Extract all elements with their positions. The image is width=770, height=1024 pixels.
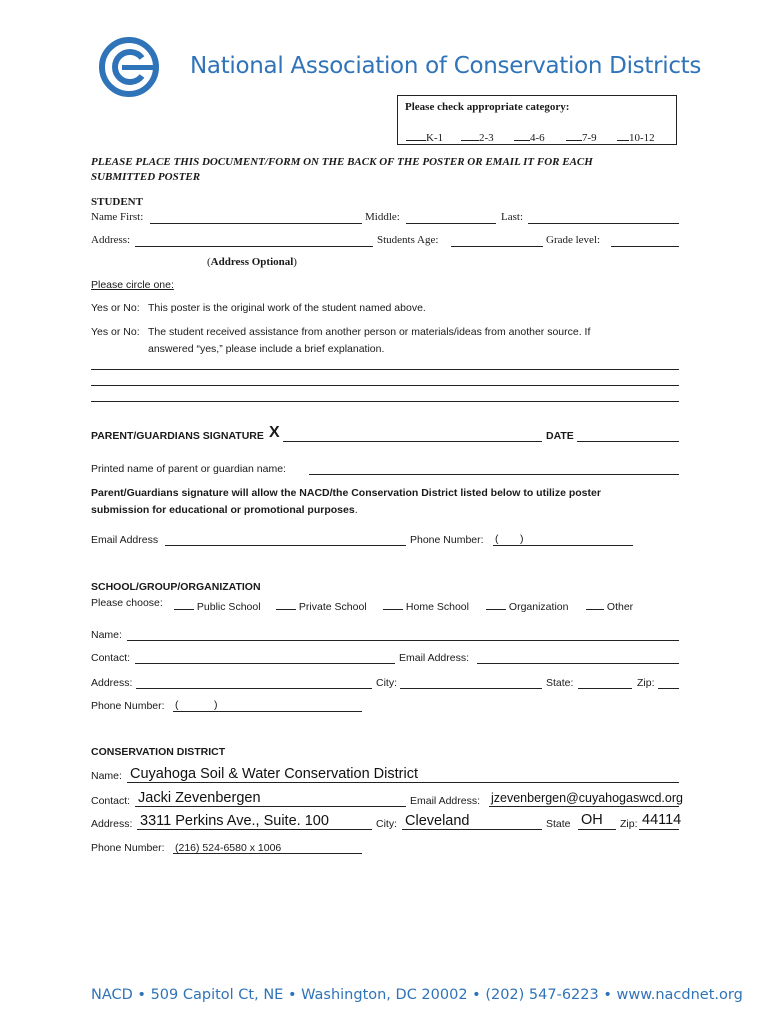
- guardian-signature-label: PARENT/GUARDIANS SIGNATURE: [91, 430, 264, 442]
- student-name-first-label: Name First:: [91, 211, 144, 223]
- consent-line2-text: submission for educational or promotional purposes: [91, 504, 355, 516]
- guardian-signature-field[interactable]: [283, 441, 542, 442]
- district-zip-value[interactable]: 44114: [642, 812, 682, 828]
- student-age-label: Students Age:: [377, 234, 439, 246]
- q1-text: This poster is the original work of the student named above.: [148, 302, 426, 314]
- district-phone-label: Phone Number:: [91, 842, 165, 854]
- school-contact-label: Contact:: [91, 652, 131, 664]
- address-note-text: Address Optional: [210, 256, 294, 268]
- district-phone-value[interactable]: (216) 524-6580 x 1006: [175, 842, 282, 854]
- q1-prefix[interactable]: Yes or No:: [91, 302, 140, 314]
- category-title: Please check appropriate category:: [405, 101, 570, 113]
- school-phone-paren-open: (: [175, 699, 179, 711]
- printed-name-field[interactable]: [309, 474, 679, 475]
- guardian-date-field[interactable]: [577, 441, 679, 442]
- q2-text-line1: The student received assistance from another person or materials/ideas from another source. If: [148, 326, 591, 338]
- district-contact-value[interactable]: Jacki Zevenbergen: [138, 790, 261, 806]
- explanation-line-2[interactable]: [91, 385, 679, 386]
- school-heading: SCHOOL/GROUP/ORGANIZATION: [91, 581, 261, 593]
- school-address-label: Address:: [91, 677, 133, 689]
- school-email-label: Email Address:: [399, 652, 470, 664]
- consent-line2: [91, 504, 358, 516]
- school-zip-field[interactable]: [658, 688, 679, 689]
- student-address-label: Address:: [91, 234, 131, 246]
- student-middle-field[interactable]: [406, 223, 496, 224]
- district-zip-label: Zip:: [620, 818, 638, 830]
- guardian-email-label: Email Address: [91, 534, 159, 546]
- student-middle-label: Middle:: [365, 211, 400, 223]
- student-last-label: Last:: [501, 211, 523, 223]
- student-grade-field[interactable]: [611, 246, 679, 247]
- instruction-line2: SUBMITTED POSTER: [91, 171, 201, 183]
- school-state-field[interactable]: [578, 688, 632, 689]
- school-phone-paren-close: ): [214, 699, 218, 711]
- district-contact-underline: [135, 806, 406, 807]
- school-contact-field[interactable]: [135, 663, 395, 664]
- district-name-value[interactable]: Cuyahoga Soil & Water Conservation District: [130, 766, 418, 782]
- org-name: National Association of Conservation Districts: [190, 53, 702, 79]
- district-address-underline: [137, 829, 372, 830]
- student-last-field[interactable]: [528, 223, 679, 224]
- school-choice-public[interactable]: Public School: [174, 597, 261, 613]
- district-email-underline: [489, 806, 679, 807]
- footer-contact: NACD • 509 Capitol Ct, NE • Washington, DC 20002 • (202) 547-6223 • www.nacdnet.org: [91, 987, 743, 1003]
- district-city-value[interactable]: Cleveland: [405, 813, 470, 829]
- district-city-label: City:: [376, 818, 397, 830]
- category-option-k1[interactable]: K-1: [406, 128, 443, 144]
- guardian-phone-field[interactable]: [493, 545, 633, 546]
- consent-period: .: [354, 504, 358, 516]
- district-heading: CONSERVATION DISTRICT: [91, 746, 226, 758]
- guardian-email-field[interactable]: [165, 545, 406, 546]
- student-grade-label: Grade level:: [546, 234, 601, 246]
- district-email-value[interactable]: jzevenbergen@cuyahogaswcd.org: [491, 791, 683, 805]
- district-city-underline: [402, 829, 542, 830]
- school-choice-home[interactable]: Home School: [383, 597, 469, 613]
- district-state-label: State: [546, 818, 571, 830]
- address-note-open: (: [207, 256, 211, 268]
- instruction-line1: PLEASE PLACE THIS DOCUMENT/FORM ON THE BACK OF THE POSTER OR EMAIL IT FOR EACH: [91, 156, 593, 168]
- district-email-label: Email Address:: [410, 795, 481, 807]
- school-address-field[interactable]: [136, 688, 372, 689]
- category-option-10-12[interactable]: 10-12: [617, 128, 655, 144]
- category-option-7-9[interactable]: 7-9: [566, 128, 597, 144]
- school-choice-organization[interactable]: Organization: [486, 597, 568, 613]
- category-option-4-6[interactable]: 4-6: [514, 128, 545, 144]
- district-name-label: Name:: [91, 770, 122, 782]
- school-email-field[interactable]: [477, 663, 679, 664]
- district-zip-underline: [639, 829, 679, 830]
- district-address-value[interactable]: 3311 Perkins Ave., Suite. 100: [140, 813, 329, 829]
- q2-prefix[interactable]: Yes or No:: [91, 326, 140, 338]
- student-age-field[interactable]: [451, 246, 543, 247]
- explanation-line-1[interactable]: [91, 369, 679, 370]
- district-name-underline: [127, 782, 679, 783]
- signature-x-mark: X: [269, 424, 280, 441]
- category-box: [397, 95, 677, 145]
- school-phone-label: Phone Number:: [91, 700, 165, 712]
- student-name-first-field[interactable]: [150, 223, 362, 224]
- category-option-2-3[interactable]: 2-3: [461, 128, 494, 144]
- circle-heading: Please circle one:: [91, 279, 174, 291]
- student-heading: STUDENT: [91, 196, 143, 208]
- guardian-phone-label: Phone Number:: [410, 534, 484, 546]
- district-state-underline: [578, 829, 616, 830]
- school-city-field[interactable]: [400, 688, 542, 689]
- student-address-field[interactable]: [135, 246, 373, 247]
- school-choice-other[interactable]: Other: [586, 597, 633, 613]
- school-city-label: City:: [376, 677, 397, 689]
- printed-name-label: Printed name of parent or guardian name:: [91, 463, 286, 475]
- school-zip-label: Zip:: [637, 677, 655, 689]
- guardian-phone-paren-open: (: [495, 533, 499, 545]
- address-optional-note: [207, 256, 297, 268]
- school-choice-private[interactable]: Private School: [276, 597, 367, 613]
- district-state-value[interactable]: OH: [581, 812, 603, 828]
- consent-line1: Parent/Guardians signature will allow the NACD/the Conservation District listed below to utilize poster: [91, 487, 601, 499]
- q2-text-line2: answered “yes,” please include a brief explanation.: [148, 343, 385, 355]
- address-note-close: ): [293, 256, 297, 268]
- school-name-label: Name:: [91, 629, 122, 641]
- district-contact-label: Contact:: [91, 795, 131, 807]
- school-name-field[interactable]: [127, 640, 679, 641]
- nacd-logo: [98, 36, 160, 98]
- explanation-line-3[interactable]: [91, 401, 679, 402]
- guardian-date-label: DATE: [546, 430, 574, 442]
- district-address-label: Address:: [91, 818, 133, 830]
- school-state-label: State:: [546, 677, 574, 689]
- school-choose-label: Please choose:: [91, 597, 163, 609]
- school-phone-field[interactable]: [173, 711, 362, 712]
- guardian-phone-paren-close: ): [520, 533, 524, 545]
